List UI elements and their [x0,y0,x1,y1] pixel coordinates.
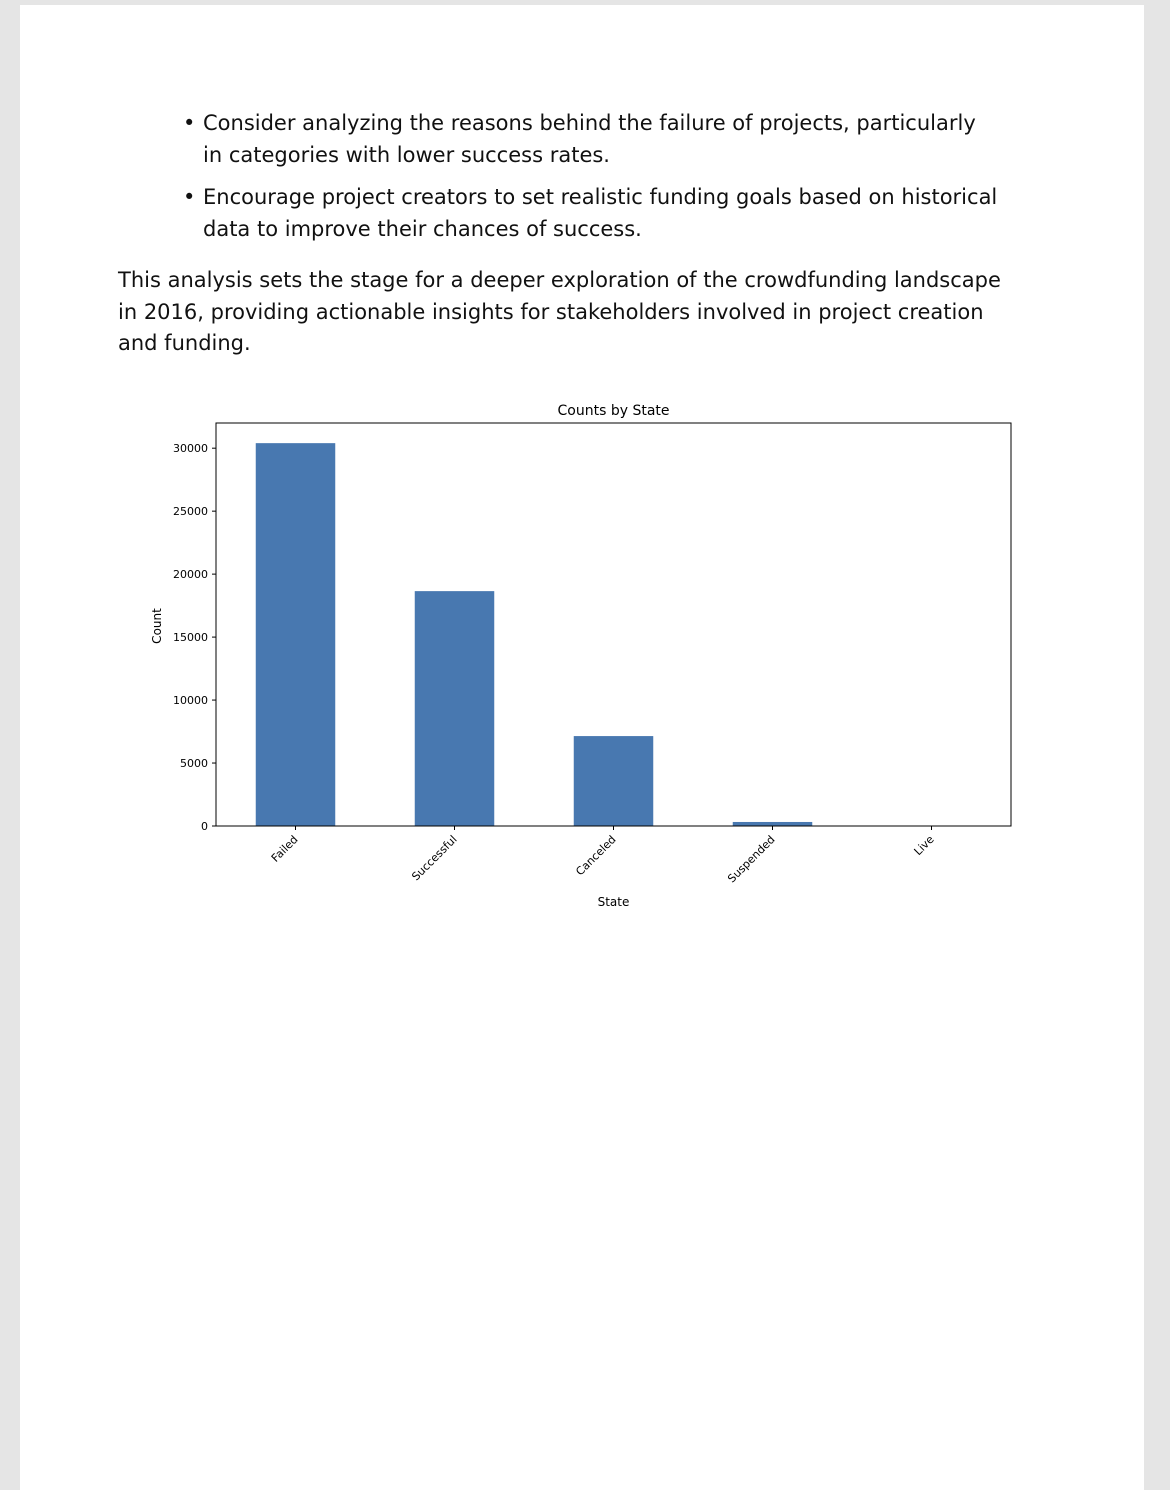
y-tick-label: 0 [201,820,208,833]
x-tick-label: Failed [268,832,301,865]
x-tick-label: Canceled [573,832,619,879]
x-tick-label: Live [911,832,937,859]
recommendation-list [118,108,998,245]
y-axis [173,442,216,833]
document-content [118,108,1001,360]
summary-paragraph: This analysis sets the stage for a deeper exploration of the crowdfunding landscape in 2016, providing actionable insights for stakeholders involved in project creation and funding. [118,268,1001,355]
bar-failed [256,443,336,826]
y-tick-label: 20000 [173,568,208,582]
x-axis [269,826,937,885]
chart-title: Counts by State [557,403,670,419]
y-axis-label: Count [150,608,164,644]
bullet-text: Encourage project creators to set realistic funding goals based on historical data to improve their chances of success. [203,185,998,241]
y-tick-label: 30000 [173,442,208,456]
bullet-text: Consider analyzing the reasons behind the failure of projects, particularly in categories with lower success rates. [203,111,976,167]
x-axis-label: State [597,895,630,909]
y-tick-label: 15000 [173,631,208,645]
x-tick-label: Successful [409,832,460,884]
bar-suspended [733,822,813,826]
y-tick-label: 5000 [180,757,208,771]
bar-canceled [574,736,654,826]
y-tick-label: 25000 [173,505,208,519]
bar-successful [415,591,495,826]
bullet-icon: • [183,185,196,209]
counts-by-state-chart [130,395,1030,915]
list-item [183,108,998,171]
y-tick-label: 10000 [173,694,208,708]
list-item [183,182,998,245]
bars-group [256,443,972,826]
bullet-icon: • [183,111,196,135]
x-tick-label: Suspended [725,832,778,886]
